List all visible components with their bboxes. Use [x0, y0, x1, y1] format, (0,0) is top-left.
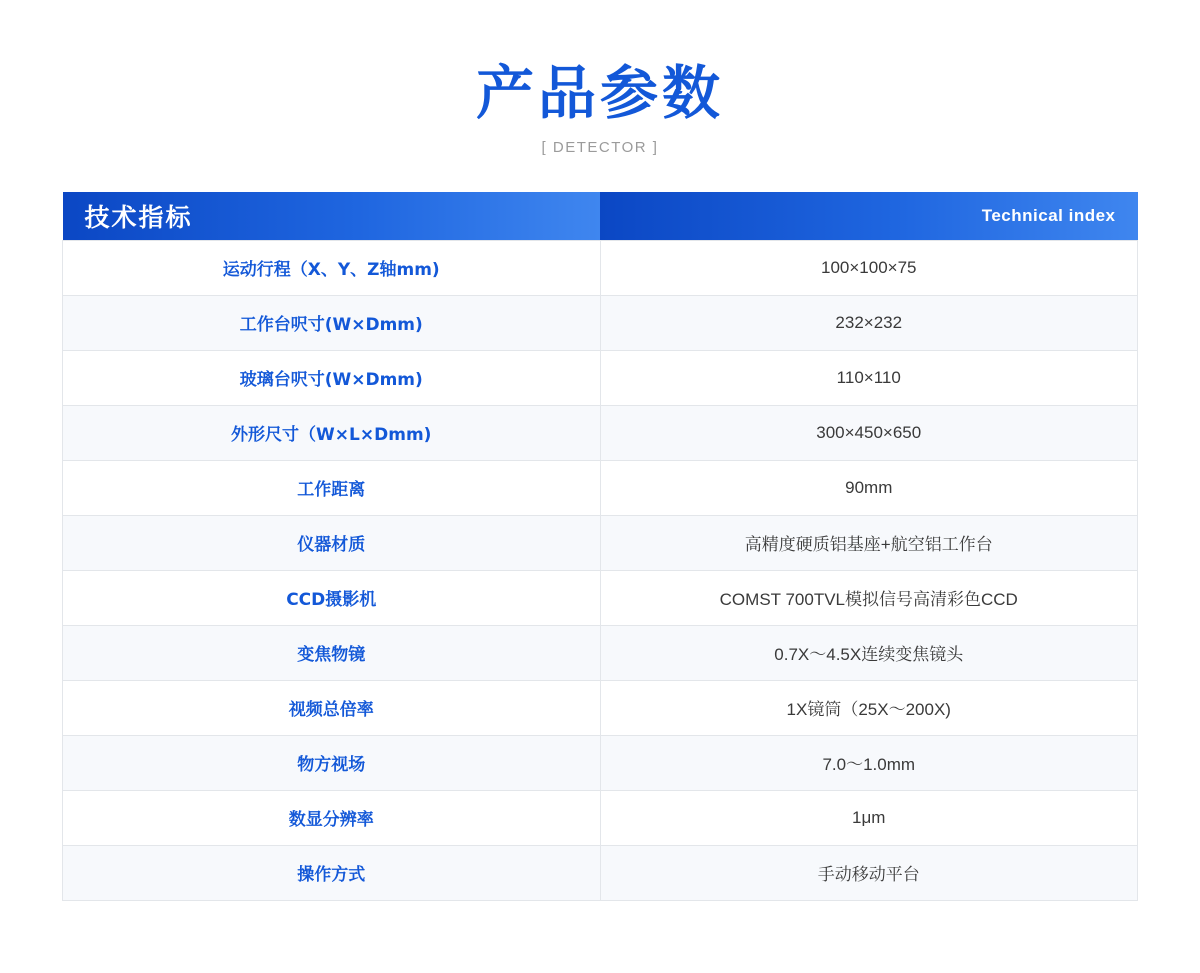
spec-value: 1μm: [600, 790, 1138, 845]
table-row: [63, 790, 1138, 845]
table-row: [63, 570, 1138, 625]
spec-value: 90mm: [600, 460, 1138, 515]
page-subtitle: [ DETECTOR ]: [541, 138, 659, 156]
spec-value: 232×232: [600, 295, 1138, 350]
table-row: [63, 295, 1138, 350]
spec-label: 操作方式: [63, 845, 601, 900]
spec-label: 工作台呎寸(W×Dmm): [63, 295, 601, 350]
spec-table-header-right: Technical index: [600, 192, 1138, 241]
spec-value: 0.7X～4.5X连续变焦镜头: [600, 625, 1138, 680]
spec-value: 300×450×650: [600, 405, 1138, 460]
table-row: [63, 460, 1138, 515]
spec-table-wrapper: [62, 192, 1138, 901]
spec-label: 变焦物镜: [63, 625, 601, 680]
table-row: [63, 625, 1138, 680]
spec-value: 1X镜筒（25X～200X): [600, 680, 1138, 735]
table-row: [63, 515, 1138, 570]
table-row: [63, 405, 1138, 460]
spec-label: CCD摄影机: [63, 570, 601, 625]
spec-label: 数显分辨率: [63, 790, 601, 845]
spec-value: 高精度硬质铝基座+航空铝工作台: [600, 515, 1138, 570]
spec-label: 玻璃台呎寸(W×Dmm): [63, 350, 601, 405]
spec-label: 仪器材质: [63, 515, 601, 570]
spec-value: 7.0～1.0mm: [600, 735, 1138, 790]
table-row: [63, 350, 1138, 405]
spec-label: 视频总倍率: [63, 680, 601, 735]
spec-table-header: [63, 192, 1138, 241]
spec-label: 运动行程（X、Y、Z轴mm): [63, 240, 601, 295]
spec-label: 物方视场: [63, 735, 601, 790]
table-row: [63, 240, 1138, 295]
spec-table-header-left: 技术指标: [63, 192, 601, 241]
spec-value: 手动移动平台: [600, 845, 1138, 900]
spec-table: [62, 192, 1138, 901]
spec-value: 100×100×75: [600, 240, 1138, 295]
spec-label: 外形尺寸（W×L×Dmm): [63, 405, 601, 460]
title-block: [0, 0, 1200, 156]
spec-label: 工作距离: [63, 460, 601, 515]
page-title: 产品参数: [475, 59, 724, 127]
spec-value: 110×110: [600, 350, 1138, 405]
table-row: [63, 845, 1138, 900]
spec-value: COMST 700TVL模拟信号高清彩色CCD: [600, 570, 1138, 625]
table-row: [63, 735, 1138, 790]
table-row: [63, 680, 1138, 735]
